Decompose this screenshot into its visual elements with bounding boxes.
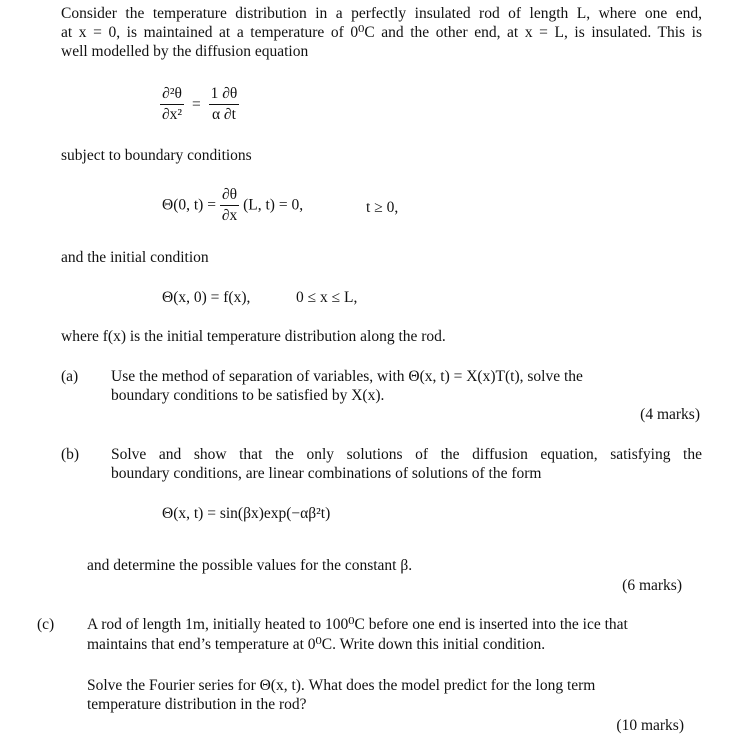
part-b-line-2: boundary conditions, are linear combinations of solutions of the form <box>111 465 542 482</box>
lhs-denominator: ∂x² <box>162 106 183 123</box>
bc-right: (L, t) = 0, <box>243 196 304 214</box>
rhs-denominator: α ∂t <box>211 106 236 123</box>
bc-left: Θ(0, t) = <box>162 196 216 214</box>
boundary-intro: subject to boundary conditions <box>61 147 252 164</box>
part-b-marks: (6 marks) <box>622 577 682 594</box>
part-c-line-3: Solve the Fourier series for Θ(x, t). What does the model predict for the long term <box>87 677 596 694</box>
part-c-label: (c) <box>37 616 55 633</box>
lhs-fraction <box>160 84 184 125</box>
bc-time-condition: t ≥ 0, <box>366 199 399 216</box>
part-c-line-1: A rod of length 1m, initially heated to 100⁰C before one end is inserted into the ice that <box>87 616 628 633</box>
part-c-marks: (10 marks) <box>616 717 684 734</box>
rhs-fraction <box>209 84 240 125</box>
initial-range: 0 ≤ x ≤ L, <box>296 289 358 306</box>
initial-intro: and the initial condition <box>61 249 209 266</box>
part-a-marks: (4 marks) <box>640 406 700 423</box>
part-a-line-1: Use the method of separation of variables, with Θ(x, t) = X(x)T(t), solve the <box>111 368 583 385</box>
part-c-line-4: temperature distribution in the rod? <box>87 696 307 713</box>
part-b-determine: and determine the possible values for the constant β. <box>87 557 413 574</box>
intro-line-2: at x = 0, is maintained at a temperature of 0⁰C and the other end, at x = L, is insulated. This is <box>61 24 702 41</box>
bc-numerator: ∂θ <box>220 185 239 206</box>
boundary-equation <box>162 185 303 226</box>
part-b-line-1: Solve and show that the only solutions of the diffusion equation, satisfying the <box>111 446 702 463</box>
part-b-equation: Θ(x, t) = sin(βx)exp(−αβ²t) <box>162 505 331 522</box>
bc-denominator: ∂x <box>221 207 238 224</box>
lhs-numerator: ∂²θ <box>160 84 184 105</box>
where-line: where f(x) is the initial temperature distribution along the rod. <box>61 328 446 345</box>
part-c-line-2: maintains that end’s temperature at 0⁰C. Write down this initial condition. <box>87 636 546 653</box>
bc-fraction <box>220 185 239 226</box>
rhs-numerator: 1 ∂θ <box>209 84 240 105</box>
equals-sign: = <box>191 95 201 113</box>
intro-line-1: Consider the temperature distribution in a perfectly insulated rod of length L, where one end, <box>61 5 702 22</box>
diffusion-equation <box>160 84 239 125</box>
part-a-label: (a) <box>61 368 79 385</box>
part-b-label: (b) <box>61 446 80 463</box>
initial-equation: Θ(x, 0) = f(x), <box>162 289 251 306</box>
intro-line-3: well modelled by the diffusion equation <box>61 43 309 60</box>
part-a-line-2: boundary conditions to be satisfied by X(x). <box>111 387 385 404</box>
